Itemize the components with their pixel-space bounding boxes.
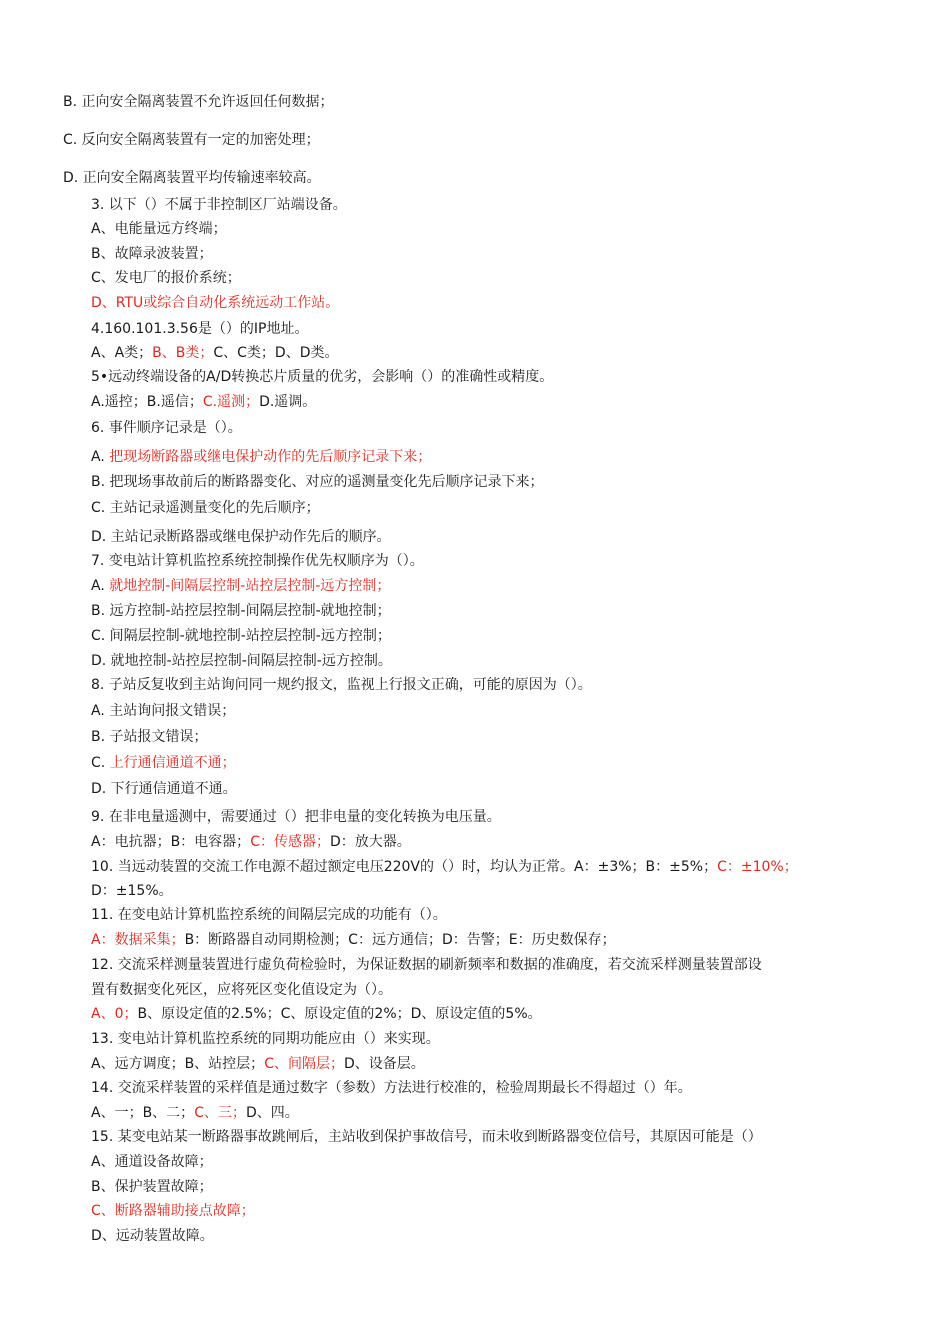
line-text: B、原设定值的2.5%；C、原设定值的2%；D、原设定值的5%。	[137, 1006, 542, 1022]
line-text: A.遥控；B.遥信；	[91, 394, 203, 410]
text-line	[91, 447, 431, 467]
text-line	[91, 1029, 440, 1049]
answer-text: D、RTU或综合自动化系统远动工作站。	[91, 295, 340, 311]
text-line	[91, 1078, 692, 1098]
answer-text: C、三；	[194, 1105, 246, 1121]
text-line	[91, 244, 213, 264]
text-line	[91, 418, 242, 438]
text-line	[91, 1201, 255, 1221]
line-text: A. 主站询问报文错误；	[91, 703, 236, 719]
line-text: 5•远动终端设备的A/D转换芯片质量的优劣，会影响（）的准确性或精度。	[91, 369, 554, 385]
answer-text: 就地控制-间隔层控制-站控层控制-远方控制；	[109, 578, 391, 594]
line-text: 11. 在变电站计算机监控系统的间隔层完成的功能有（）。	[91, 907, 447, 923]
text-line	[91, 293, 339, 313]
text-line	[91, 651, 392, 671]
line-text: 10. 当远动装置的交流工作电源不超过额定电压220V的（）时，均认为正常。A：±3%；B：±5%；	[91, 859, 718, 875]
text-line	[91, 576, 390, 596]
text-line	[91, 1054, 425, 1074]
text-line	[91, 195, 347, 215]
text-line	[91, 319, 308, 339]
answer-text: 上行通信通道不通；	[109, 755, 236, 771]
answer-text: C、断路器辅助接点故障；	[91, 1203, 255, 1219]
text-line	[91, 367, 553, 387]
text-line	[91, 881, 173, 901]
text-line	[91, 392, 316, 412]
text-line	[91, 343, 339, 363]
text-line	[91, 498, 320, 518]
text-line	[91, 1226, 214, 1246]
line-text: 6. 事件顺序记录是（）。	[91, 420, 242, 436]
line-text: 15. 某变电站某一断路器事故跳闸后，主站收到保护事故信号，而未收到断路器变位信号，其原因可能是（）	[91, 1129, 762, 1145]
answer-text: A、0；	[91, 1006, 138, 1022]
answer-text: C、间隔层；	[264, 1056, 344, 1072]
line-text: 7. 变电站计算机监控系统控制操作优先权顺序为（）。	[91, 553, 424, 569]
text-line	[91, 601, 391, 621]
text-line	[91, 675, 592, 695]
line-text: C. 主站记录遥测量变化的先后顺序；	[91, 500, 320, 516]
line-text: 9. 在非电量遥测中，需要通过（）把非电量的变化转换为电压量。	[91, 809, 501, 825]
text-line	[63, 130, 320, 150]
line-text: A.	[91, 449, 110, 465]
line-text: D. 主站记录断路器或继电保护动作先后的顺序。	[91, 529, 391, 545]
line-text: B：断路器自动同期检测；C：远方通信；D：告警；E：历史数保存；	[184, 932, 616, 948]
line-text: C. 反向安全隔离装置有一定的加密处理；	[63, 132, 320, 148]
line-text: D、设备层。	[343, 1056, 425, 1072]
line-text: 12. 交流采样测量装置进行虚负荷检验时，为保证数据的刷新频率和数据的准确度，若交流采样测量装置部设	[91, 957, 762, 973]
line-text: 14. 交流采样装置的采样值是通过数字（参数）方法进行校准的，检验周期最长不得超过（）年。	[91, 1080, 692, 1096]
line-text: D. 就地控制-站控层控制-间隔层控制-远方控制。	[91, 653, 392, 669]
text-line	[91, 753, 236, 773]
line-text: 4.160.101.3.56是（）的IP地址。	[91, 321, 309, 337]
line-text: A：电抗器；B：电容器；	[91, 834, 251, 850]
line-text: A、通道设备故障；	[91, 1154, 213, 1170]
line-text: 3. 以下（）不属于非控制区厂站端设备。	[91, 197, 347, 213]
line-text: C、C类；D、D类。	[213, 345, 339, 361]
text-line	[91, 980, 392, 1000]
text-line	[91, 1152, 213, 1172]
line-text: B. 把现场事故前后的断路器变化、对应的遥测量变化先后顺序记录下来；	[91, 474, 544, 490]
line-text: B、保护装置故障；	[91, 1179, 213, 1195]
line-text: A、A类；	[91, 345, 153, 361]
text-line	[91, 219, 227, 239]
line-text: 8. 子站反复收到主站询问同一规约报文，监视上行报文正确，可能的原因为（）。	[91, 677, 592, 693]
answer-text: B、B类；	[152, 345, 214, 361]
text-line	[91, 1127, 762, 1147]
line-text: D.遥调。	[259, 394, 317, 410]
line-text: D：放大器。	[329, 834, 411, 850]
text-line	[91, 857, 798, 877]
line-text: C. 间隔层控制-就地控制-站控层控制-远方控制；	[91, 628, 391, 644]
text-line	[91, 955, 762, 975]
text-line	[91, 472, 544, 492]
text-line	[91, 727, 208, 747]
text-line	[91, 1177, 213, 1197]
text-line	[91, 551, 424, 571]
text-line	[91, 268, 241, 288]
line-text: B. 正向安全隔离装置不允许返回任何数据；	[63, 94, 334, 110]
text-line	[91, 527, 391, 547]
text-line	[63, 168, 321, 188]
answer-text: C：传感器；	[250, 834, 330, 850]
line-text: A、电能量远方终端；	[91, 221, 227, 237]
line-text: A.	[91, 578, 110, 594]
line-text: D. 正向安全隔离装置平均传输速率较高。	[63, 170, 321, 186]
line-text: A、一；B、二；	[91, 1105, 195, 1121]
text-line	[91, 1103, 299, 1123]
text-line	[91, 930, 616, 950]
line-text: B. 子站报文错误；	[91, 729, 208, 745]
line-text: B. 远方控制-站控层控制-间隔层控制-就地控制；	[91, 603, 391, 619]
line-text: C.	[91, 755, 110, 771]
line-text: B、故障录波装置；	[91, 246, 213, 262]
line-text: D、四。	[245, 1105, 299, 1121]
line-text: 置有数据变化死区，应将死区变化值设定为（）。	[91, 982, 392, 998]
text-line	[91, 701, 235, 721]
line-text: D、远动装置故障。	[91, 1228, 214, 1244]
text-line	[91, 807, 501, 827]
line-text: A、远方调度；B、站控层；	[91, 1056, 265, 1072]
text-line	[91, 779, 237, 799]
text-line	[63, 92, 334, 112]
line-text: C、发电厂的报价系统；	[91, 270, 241, 286]
answer-text: 把现场断路器或继电保护动作的先后顺序记录下来；	[109, 449, 432, 465]
text-line	[91, 626, 391, 646]
text-line	[91, 905, 447, 925]
line-text: D. 下行通信通道不通。	[91, 781, 237, 797]
answer-text: C：±10%；	[717, 859, 798, 875]
answer-text: C.遥测；	[202, 394, 260, 410]
line-text: 13. 变电站计算机监控系统的同期功能应由（）来实现。	[91, 1031, 440, 1047]
answer-text: A：数据采集；	[91, 932, 185, 948]
text-line	[91, 1004, 542, 1024]
text-line	[91, 832, 411, 852]
line-text: D：±15%。	[91, 883, 173, 899]
